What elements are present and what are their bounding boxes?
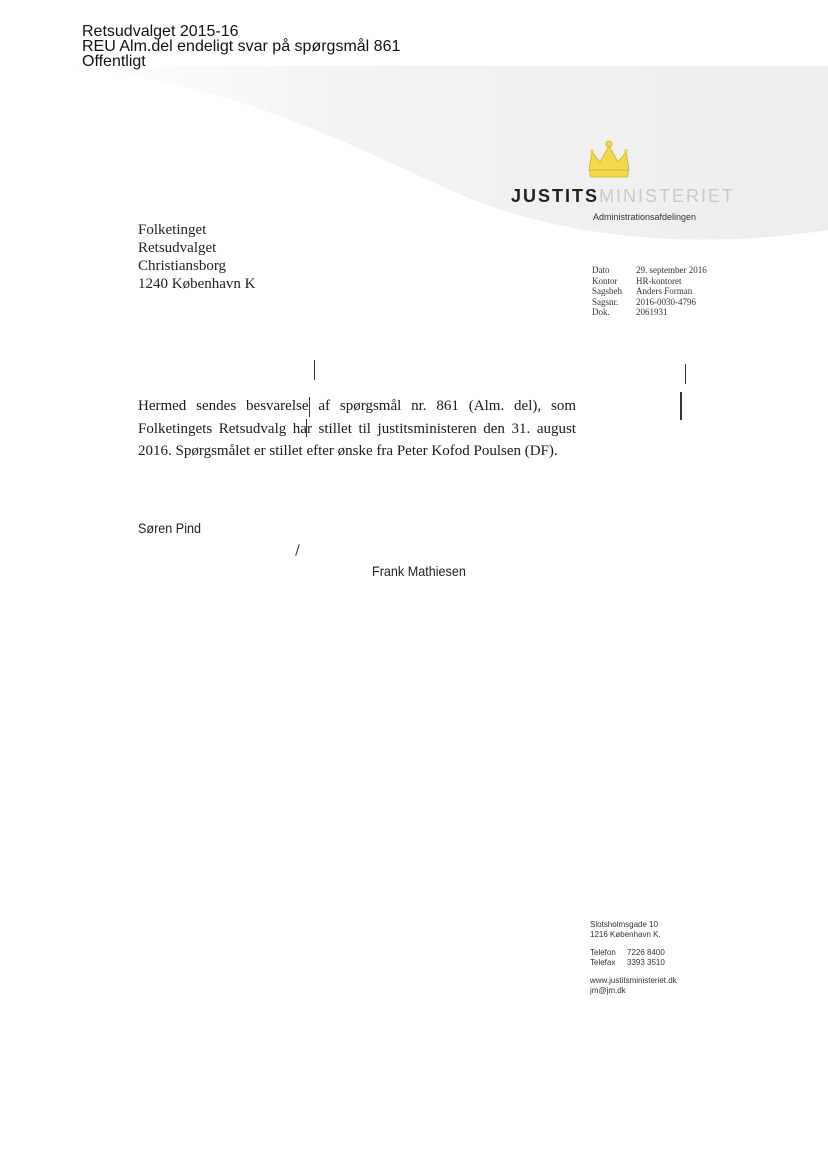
department-name: Administrationsafdelingen bbox=[593, 212, 697, 222]
footer-phone-label: Telefon bbox=[590, 948, 616, 957]
meta-value: 29. september 2016 bbox=[636, 265, 707, 275]
official-signature: Frank Mathiesen bbox=[372, 563, 466, 579]
footer-street: Slotsholmsgade 10 bbox=[590, 920, 659, 929]
contact-footer bbox=[590, 920, 677, 996]
footer-phone: 7226 8400 bbox=[627, 948, 665, 957]
meta-value: 2016-0030-4796 bbox=[636, 296, 696, 307]
meta-row-document-number bbox=[592, 307, 707, 318]
footer-phone-row bbox=[590, 948, 677, 958]
document-stamp bbox=[82, 24, 400, 69]
recipient-line: Christiansborg bbox=[138, 258, 227, 274]
footer-web-link[interactable]: www.justitsministeriet.dk bbox=[590, 976, 677, 985]
recipient-line: 1240 København K bbox=[138, 276, 256, 292]
meta-label: Kontor bbox=[592, 275, 618, 286]
meta-label: Sagsnr. bbox=[592, 296, 619, 307]
crown-icon bbox=[584, 140, 634, 182]
meta-label: Sagsbeh bbox=[592, 286, 622, 296]
stamp-subject: REU Alm.del endeligt svar på spørgsmål 861 bbox=[82, 38, 401, 55]
footer-fax-label: Telefax bbox=[590, 958, 616, 967]
meta-label: Dato bbox=[592, 265, 610, 275]
meta-label: Dok. bbox=[592, 307, 610, 317]
scan-mark bbox=[314, 360, 315, 380]
footer-city: 1216 København K. bbox=[590, 930, 661, 939]
footer-fax-row bbox=[590, 958, 677, 968]
meta-value: 2061931 bbox=[636, 307, 668, 317]
logo-part-bold: JUSTITS bbox=[511, 186, 600, 206]
footer-fax: 3393 3510 bbox=[627, 958, 665, 967]
scan-mark bbox=[680, 392, 682, 420]
stamp-classification: Offentligt bbox=[82, 53, 146, 70]
scan-mark bbox=[295, 544, 300, 556]
meta-row-handler bbox=[592, 286, 707, 297]
logo-part-light: MINISTERIET bbox=[599, 186, 736, 206]
meta-row-date bbox=[592, 265, 707, 276]
case-metadata bbox=[592, 265, 707, 318]
recipient-line: Retsudvalget bbox=[138, 240, 217, 256]
meta-row-office bbox=[592, 276, 707, 287]
minister-signature: Søren Pind bbox=[138, 520, 202, 536]
recipient-line: Folketinget bbox=[138, 222, 207, 238]
stamp-committee: Retsudvalget 2015-16 bbox=[82, 23, 239, 40]
meta-value: Anders Forman bbox=[636, 286, 693, 296]
meta-value: HR-kontoret bbox=[636, 275, 682, 286]
recipient-address bbox=[138, 221, 255, 293]
letter-body: Hermed sendes besvarelse af spørgsmål nr. 861 (Alm. del), som Folketingets Retsudvalg har stillet til justitsministeren den 31. august 2016. Spørgsmålet er stillet efter ønske fra Peter Kofod Poulsen (DF). bbox=[138, 398, 576, 459]
meta-row-case-number bbox=[592, 297, 707, 308]
scan-mark bbox=[685, 364, 686, 384]
footer-email-link[interactable]: jm@jm.dk bbox=[590, 986, 626, 995]
ministry-logo bbox=[511, 186, 735, 207]
